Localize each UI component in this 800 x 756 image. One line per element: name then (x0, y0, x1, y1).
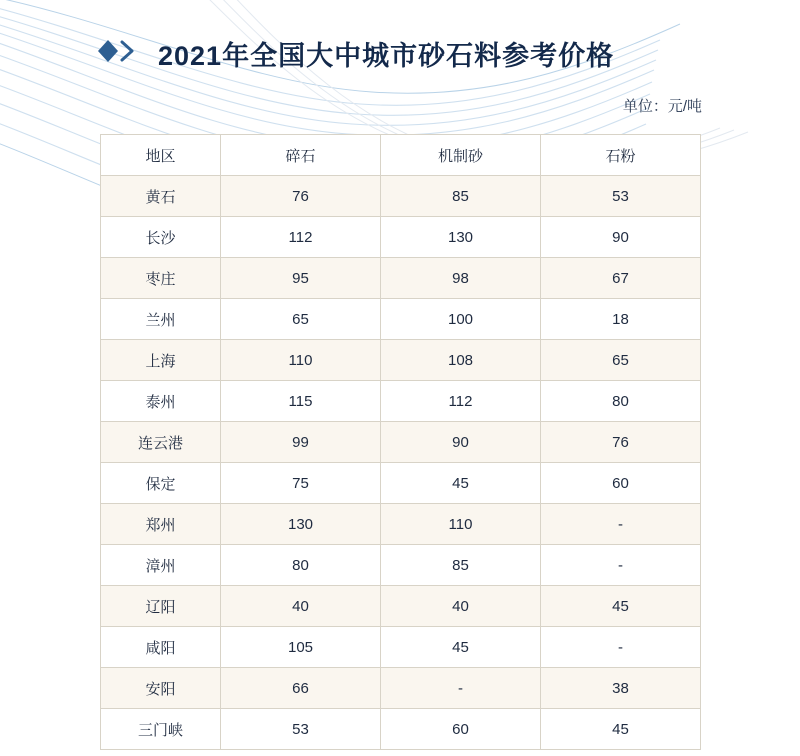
cell-region: 保定 (101, 463, 221, 504)
cell-region: 三门峡 (101, 709, 221, 750)
cell-value: 65 (541, 340, 701, 381)
diamond-arrow-icon (96, 38, 140, 69)
table-row (101, 217, 701, 258)
price-table-container (100, 134, 700, 750)
cell-value: 45 (541, 586, 701, 627)
cell-value: 108 (381, 340, 541, 381)
table-row (101, 340, 701, 381)
cell-region: 泰州 (101, 381, 221, 422)
cell-value: 90 (381, 422, 541, 463)
table-body (101, 176, 701, 750)
cell-value: 45 (381, 463, 541, 504)
table-row (101, 422, 701, 463)
cell-value: - (541, 627, 701, 668)
table-row (101, 299, 701, 340)
cell-region: 漳州 (101, 545, 221, 586)
cell-value: 76 (541, 422, 701, 463)
cell-value: 95 (221, 258, 381, 299)
cell-region: 安阳 (101, 668, 221, 709)
cell-region: 兰州 (101, 299, 221, 340)
cell-value: 45 (541, 709, 701, 750)
price-table (100, 134, 701, 750)
table-row (101, 258, 701, 299)
cell-value: 105 (221, 627, 381, 668)
cell-value: 60 (541, 463, 701, 504)
cell-value: 130 (381, 217, 541, 258)
cell-value: 75 (221, 463, 381, 504)
column-header-crushed-stone: 碎石 (221, 135, 381, 176)
cell-value: 85 (381, 176, 541, 217)
cell-value: 38 (541, 668, 701, 709)
cell-value: 90 (541, 217, 701, 258)
table-row (101, 709, 701, 750)
cell-region: 上海 (101, 340, 221, 381)
table-row (101, 627, 701, 668)
cell-value: 112 (221, 217, 381, 258)
table-row (101, 463, 701, 504)
table-row (101, 668, 701, 709)
cell-value: 130 (221, 504, 381, 545)
cell-value: 65 (221, 299, 381, 340)
cell-region: 黄石 (101, 176, 221, 217)
cell-region: 郑州 (101, 504, 221, 545)
cell-value: 110 (221, 340, 381, 381)
page-title: 2021年全国大中城市砂石料参考价格 (158, 41, 615, 71)
cell-region: 咸阳 (101, 627, 221, 668)
cell-value: 80 (221, 545, 381, 586)
column-header-manufactured-sand: 机制砂 (381, 135, 541, 176)
cell-value: - (541, 504, 701, 545)
cell-value: 85 (381, 545, 541, 586)
cell-value: 80 (541, 381, 701, 422)
cell-region: 连云港 (101, 422, 221, 463)
column-header-region: 地区 (101, 135, 221, 176)
table-row (101, 381, 701, 422)
cell-value: 66 (221, 668, 381, 709)
page-header (0, 0, 800, 73)
cell-value: 45 (381, 627, 541, 668)
cell-value: 60 (381, 709, 541, 750)
cell-value: 100 (381, 299, 541, 340)
cell-value: 115 (221, 381, 381, 422)
cell-value: 112 (381, 381, 541, 422)
cell-region: 辽阳 (101, 586, 221, 627)
cell-value: 99 (221, 422, 381, 463)
unit-note: 单位：元/吨 (622, 98, 702, 115)
table-row (101, 545, 701, 586)
cell-value: 110 (381, 504, 541, 545)
column-header-stone-powder: 石粉 (541, 135, 701, 176)
cell-value: - (381, 668, 541, 709)
cell-value: 53 (541, 176, 701, 217)
cell-value: - (541, 545, 701, 586)
cell-value: 18 (541, 299, 701, 340)
cell-value: 40 (381, 586, 541, 627)
cell-value: 67 (541, 258, 701, 299)
cell-value: 76 (221, 176, 381, 217)
cell-value: 40 (221, 586, 381, 627)
table-header-row (101, 135, 701, 176)
table-row (101, 504, 701, 545)
table-row (101, 176, 701, 217)
cell-region: 枣庄 (101, 258, 221, 299)
table-row (101, 586, 701, 627)
cell-value: 98 (381, 258, 541, 299)
cell-region: 长沙 (101, 217, 221, 258)
cell-value: 53 (221, 709, 381, 750)
